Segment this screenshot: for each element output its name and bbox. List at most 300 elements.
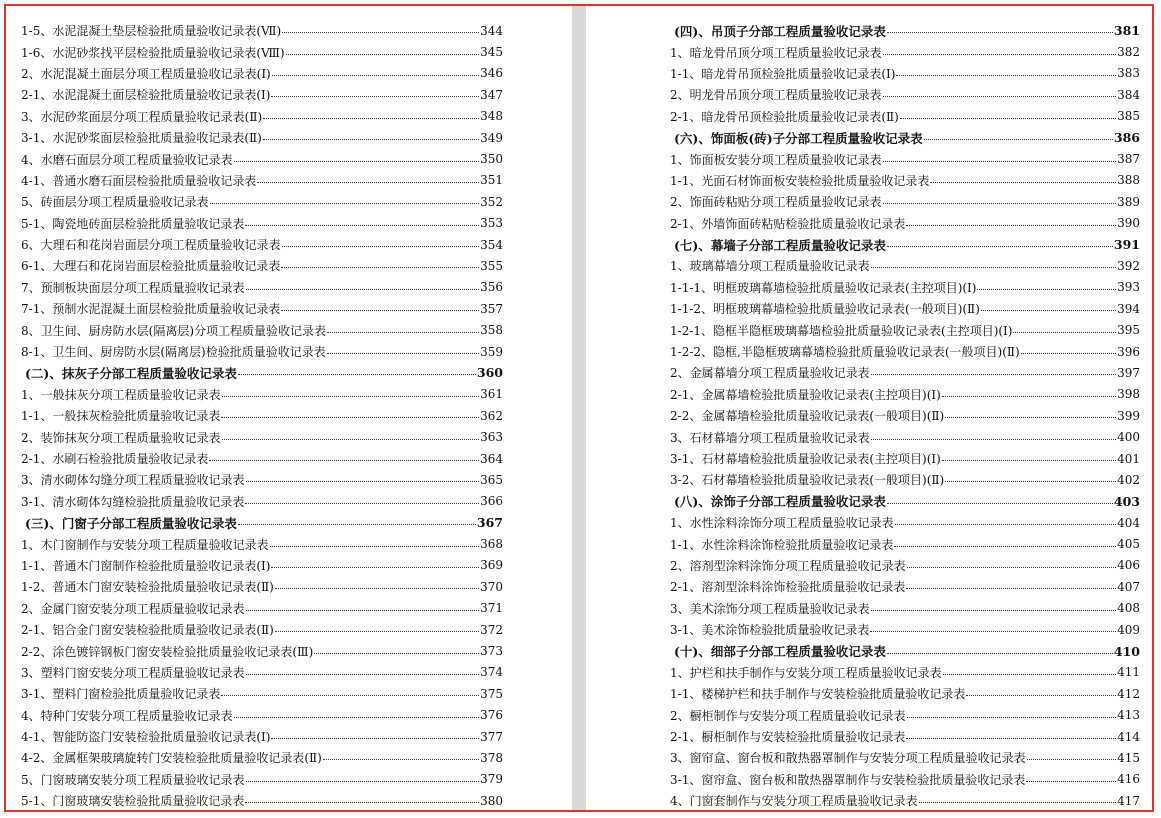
toc-leader-dots bbox=[282, 32, 479, 33]
toc-page-number: 377 bbox=[480, 729, 503, 744]
toc-page-number: 347 bbox=[480, 87, 503, 102]
toc-page-number: 406 bbox=[1117, 558, 1140, 573]
toc-entry-title: 8、卫生间、厨房防水层(隔离层)分项工程质量验收记录表 bbox=[21, 323, 327, 338]
toc-page-number: 355 bbox=[480, 258, 503, 273]
toc-entry[interactable] bbox=[670, 106, 1140, 127]
toc-entry-title: (三)、门窗子分部工程质量验收记录表 bbox=[25, 515, 237, 531]
toc-entry-title: 2、金属幕墙分项工程质量验收记录表 bbox=[670, 366, 870, 381]
toc-entry[interactable] bbox=[670, 319, 1140, 340]
toc-entry[interactable] bbox=[670, 533, 1140, 554]
toc-entry[interactable] bbox=[21, 576, 503, 597]
toc-entry[interactable] bbox=[670, 747, 1140, 768]
toc-leader-dots bbox=[871, 267, 1116, 268]
toc-leader-dots bbox=[282, 246, 479, 247]
toc-entry-title: (十)、细部子分部工程质量验收记录表 bbox=[674, 644, 886, 660]
toc-entry-title: 4-1、智能防盗门安装检验批质量验收记录表(Ⅰ) bbox=[21, 730, 271, 745]
toc-entry-title: 1、一般抹灰分项工程质量验收记录表 bbox=[21, 387, 221, 402]
toc-entry-title: 2、明龙骨吊顶分项工程质量验收记录表 bbox=[670, 88, 882, 103]
toc-entry[interactable] bbox=[670, 298, 1140, 319]
toc-entry[interactable] bbox=[21, 63, 503, 84]
toc-entry-title: (七)、幕墙子分部工程质量验收记录表 bbox=[674, 237, 886, 253]
toc-leader-dots bbox=[924, 139, 1113, 140]
toc-entry-title: 2-2、涂色镀锌钢板门窗安装检验批质量验收记录表(Ⅲ) bbox=[21, 644, 314, 659]
toc-leader-dots bbox=[323, 759, 479, 760]
toc-entry[interactable] bbox=[21, 790, 503, 811]
toc-page-number: 399 bbox=[1117, 408, 1140, 423]
toc-section-heading[interactable] bbox=[21, 512, 503, 533]
toc-leader-dots bbox=[907, 717, 1116, 718]
toc-entry-title: 2、金属门窗安装分项工程质量验收记录表 bbox=[21, 601, 245, 616]
toc-entry-title: 5、砖面层分项工程质量验收记录表 bbox=[21, 195, 209, 210]
toc-leader-dots bbox=[1021, 353, 1116, 354]
toc-entry-title: 1-1-1、明框玻璃幕墙检验批质量验收记录表(主控项目)(Ⅰ) bbox=[670, 280, 977, 295]
toc-entry-title: 3-1、美术涂饰检验批质量验收记录表 bbox=[670, 623, 870, 638]
toc-leader-dots bbox=[894, 546, 1116, 547]
toc-leader-dots bbox=[221, 695, 479, 696]
toc-page-number: 378 bbox=[480, 750, 503, 765]
toc-leader-dots bbox=[887, 653, 1113, 654]
toc-leader-dots bbox=[942, 460, 1116, 461]
toc-entry-title: 5、门窗玻璃安装分项工程质量验收记录表 bbox=[21, 772, 245, 787]
toc-leader-dots bbox=[257, 182, 479, 183]
toc-page-number: 394 bbox=[1117, 301, 1140, 316]
toc-page-number: 409 bbox=[1117, 622, 1140, 637]
toc-leader-dots bbox=[871, 374, 1116, 375]
toc-entry[interactable] bbox=[670, 426, 1140, 447]
toc-entry[interactable] bbox=[670, 726, 1140, 747]
toc-entry-title: 4-2、金属框架玻璃旋转门安装检验批质量验收记录表(Ⅱ) bbox=[21, 751, 322, 766]
toc-leader-dots bbox=[281, 267, 479, 268]
toc-page-number: 367 bbox=[476, 515, 503, 531]
toc-entry-title: 7、预制板块面层分项工程质量验收记录表 bbox=[21, 280, 245, 295]
toc-entry[interactable] bbox=[21, 319, 503, 340]
toc-leader-dots bbox=[275, 588, 479, 589]
toc-entry[interactable] bbox=[21, 769, 503, 790]
toc-leader-dots bbox=[234, 717, 479, 718]
toc-entry[interactable] bbox=[21, 298, 503, 319]
toc-entry[interactable] bbox=[21, 662, 503, 683]
toc-entry[interactable] bbox=[670, 512, 1140, 533]
toc-leader-dots bbox=[222, 396, 479, 397]
toc-entry[interactable] bbox=[670, 705, 1140, 726]
toc-leader-dots bbox=[238, 524, 476, 525]
toc-leader-dots bbox=[1013, 332, 1116, 333]
toc-page-number: 370 bbox=[480, 579, 503, 594]
toc-leader-dots bbox=[871, 439, 1116, 440]
toc-entry-title: 1-1、暗龙骨吊顶检验批质量验收记录表(Ⅰ) bbox=[670, 66, 896, 81]
toc-page-number: 353 bbox=[480, 216, 503, 231]
toc-entry-title: 3、清水砌体勾缝分项工程质量验收记录表 bbox=[21, 473, 245, 488]
toc-leader-dots bbox=[246, 289, 479, 290]
toc-entry[interactable] bbox=[21, 426, 503, 447]
toc-page-left bbox=[6, 6, 572, 810]
toc-entry-title: 2-1、溶剂型涂料涂饰检验批质量验收记录表 bbox=[670, 580, 906, 595]
toc-entry[interactable] bbox=[670, 662, 1140, 683]
toc-entry[interactable] bbox=[670, 790, 1140, 811]
toc-entry[interactable] bbox=[670, 362, 1140, 383]
toc-page-number: 405 bbox=[1117, 537, 1140, 552]
toc-page-number: 379 bbox=[480, 772, 503, 787]
toc-leader-dots bbox=[245, 503, 479, 504]
toc-page-number: 408 bbox=[1117, 601, 1140, 616]
toc-entry[interactable] bbox=[670, 448, 1140, 469]
toc-entry-title: 8-1、卫生间、厨房防水层(隔离层)检验批质量验收记录表 bbox=[21, 345, 326, 360]
toc-entry-title: 1-2-2、隐框,半隐框玻璃幕墙检验批质量验收记录表(一般项目)(Ⅱ) bbox=[670, 345, 1020, 360]
toc-entry[interactable] bbox=[21, 84, 503, 105]
toc-page-number: 344 bbox=[480, 23, 503, 38]
toc-entry-title: 1、饰面板安装分项工程质量验收记录表 bbox=[670, 152, 882, 167]
toc-entry[interactable] bbox=[670, 84, 1140, 105]
toc-page-number: 364 bbox=[480, 451, 503, 466]
toc-leader-dots bbox=[245, 225, 479, 226]
toc-entry[interactable] bbox=[21, 705, 503, 726]
toc-page-number: 362 bbox=[480, 408, 503, 423]
toc-page-number: 374 bbox=[480, 665, 503, 680]
toc-entry-title: 1、护栏和扶手制作与安装分项工程质量验收记录表 bbox=[670, 665, 942, 680]
toc-leader-dots bbox=[275, 631, 479, 632]
toc-entry-title: 3-1、窗帘盒、窗台板和散热器罩制作与安装检验批质量验收记录表 bbox=[670, 772, 1026, 787]
toc-entry[interactable] bbox=[670, 148, 1140, 169]
toc-entry[interactable] bbox=[21, 598, 503, 619]
toc-page-number: 366 bbox=[480, 494, 503, 509]
toc-page-number: 400 bbox=[1117, 430, 1140, 445]
toc-leader-dots bbox=[271, 96, 479, 97]
toc-leader-dots bbox=[943, 674, 1116, 675]
toc-leader-dots bbox=[1026, 781, 1116, 782]
toc-leader-dots bbox=[314, 653, 479, 654]
toc-leader-dots bbox=[263, 139, 479, 140]
toc-entry-title: 4-1、普通水磨石面层检验批质量验收记录表 bbox=[21, 173, 257, 188]
toc-leader-dots bbox=[883, 203, 1116, 204]
toc-entry[interactable] bbox=[670, 170, 1140, 191]
toc-page-number: 358 bbox=[480, 323, 503, 338]
toc-entry[interactable] bbox=[21, 106, 503, 127]
toc-section-heading[interactable] bbox=[670, 234, 1140, 255]
toc-entry-title: 1、暗龙骨吊顶分项工程质量验收记录表 bbox=[670, 45, 882, 60]
toc-entry-title: 2-1、外墙饰面砖粘贴检验批质量验收记录表 bbox=[670, 216, 906, 231]
toc-entry-title: 2-1、水刷石检验批质量验收记录表 bbox=[21, 452, 209, 466]
toc-page-number: 376 bbox=[480, 708, 503, 723]
toc-entry[interactable] bbox=[670, 255, 1140, 276]
toc-entry[interactable] bbox=[670, 63, 1140, 84]
toc-entry[interactable] bbox=[21, 341, 503, 362]
toc-entry[interactable] bbox=[670, 683, 1140, 704]
toc-entry[interactable] bbox=[670, 213, 1140, 234]
toc-entry[interactable] bbox=[21, 555, 503, 576]
toc-leader-dots bbox=[238, 374, 476, 375]
toc-page-number: 354 bbox=[480, 237, 503, 252]
toc-entry-title: 1-5、水泥混凝土垫层检验批质量验收记录表(Ⅶ) bbox=[21, 24, 282, 39]
toc-page-number: 395 bbox=[1117, 323, 1140, 338]
toc-page-number: 387 bbox=[1117, 152, 1140, 167]
toc-page-number: 346 bbox=[480, 66, 503, 81]
toc-leader-dots bbox=[246, 610, 479, 611]
toc-entry[interactable] bbox=[670, 405, 1140, 426]
toc-entry-title: 1-2-1、隐框半隐框玻璃幕墙检验批质量验收记录表(主控项目)(Ⅰ) bbox=[670, 323, 1013, 338]
toc-leader-dots bbox=[281, 310, 479, 311]
toc-page-number: 368 bbox=[480, 537, 503, 552]
toc-page-number: 411 bbox=[1117, 665, 1140, 680]
toc-entry[interactable] bbox=[21, 234, 503, 255]
toc-leader-dots bbox=[263, 118, 479, 119]
toc-leader-dots bbox=[246, 781, 479, 782]
toc-page-number: 356 bbox=[480, 280, 503, 295]
toc-leader-dots bbox=[942, 396, 1116, 397]
toc-list-left bbox=[21, 20, 503, 811]
toc-entry[interactable] bbox=[21, 747, 503, 768]
toc-page-right bbox=[586, 6, 1152, 810]
toc-page-number: 373 bbox=[480, 644, 503, 659]
toc-entry[interactable] bbox=[21, 213, 503, 234]
toc-entry-title: 3-1、塑料门窗检验批质量验收记录表 bbox=[21, 687, 221, 702]
toc-entry[interactable] bbox=[21, 127, 503, 148]
page-gutter bbox=[572, 6, 586, 810]
toc-entry[interactable] bbox=[670, 277, 1140, 298]
toc-leader-dots bbox=[870, 631, 1116, 632]
toc-entry[interactable] bbox=[21, 20, 503, 41]
toc-entry-title: (四)、吊顶子分部工程质量验收记录表 bbox=[674, 23, 886, 39]
toc-entry-title: 6、大理石和花岗岩面层分项工程质量验收记录表 bbox=[21, 238, 281, 253]
toc-entry[interactable] bbox=[670, 576, 1140, 597]
toc-page-number: 380 bbox=[480, 793, 503, 808]
toc-list-right bbox=[670, 20, 1140, 811]
toc-entry-title: (八)、涂饰子分部工程质量验收记录表 bbox=[674, 494, 886, 510]
toc-page-number: 397 bbox=[1117, 365, 1140, 380]
toc-page-number: 414 bbox=[1117, 729, 1140, 744]
toc-entry-title: 3-1、水泥砂浆面层检验批质量验收记录表(Ⅱ) bbox=[21, 131, 262, 146]
toc-page-number: 348 bbox=[480, 109, 503, 124]
toc-page-number: 369 bbox=[480, 558, 503, 573]
toc-entry-title: 1、木门窗制作与安装分项工程质量验收记录表 bbox=[21, 537, 269, 552]
toc-leader-dots bbox=[209, 460, 479, 461]
toc-leader-dots bbox=[210, 203, 479, 204]
toc-entry-title: 1-1、楼梯护栏和扶手制作与安装检验批质量验收记录表 bbox=[670, 687, 966, 702]
toc-page-number: 388 bbox=[1117, 173, 1140, 188]
toc-entry-title: 1-1、水性涂料涂饰检验批质量验收记录表 bbox=[670, 537, 894, 552]
toc-entry[interactable] bbox=[21, 533, 503, 554]
toc-entry-title: 2-1、水泥混凝土面层检验批质量验收记录表(Ⅰ) bbox=[21, 88, 271, 103]
toc-leader-dots bbox=[222, 439, 479, 440]
toc-page-number: 396 bbox=[1117, 344, 1140, 359]
toc-page-number: 371 bbox=[480, 601, 503, 616]
toc-page-number: 384 bbox=[1117, 87, 1140, 102]
toc-leader-dots bbox=[883, 54, 1116, 55]
toc-page-number: 345 bbox=[480, 45, 503, 60]
toc-section-heading[interactable] bbox=[670, 20, 1140, 41]
toc-entry[interactable] bbox=[21, 255, 503, 276]
toc-page-number: 361 bbox=[480, 387, 503, 402]
toc-leader-dots bbox=[246, 481, 479, 482]
toc-entry[interactable] bbox=[21, 683, 503, 704]
toc-entry-title: 4、水磨石面层分项工程质量验收记录表 bbox=[21, 152, 233, 167]
toc-leader-dots bbox=[887, 503, 1113, 504]
toc-page-number: 393 bbox=[1117, 280, 1140, 295]
toc-entry[interactable] bbox=[21, 726, 503, 747]
toc-entry[interactable] bbox=[21, 491, 503, 512]
toc-page-number: 398 bbox=[1117, 387, 1140, 402]
toc-entry-title: 3、塑料门窗安装分项工程质量验收记录表 bbox=[21, 665, 245, 680]
toc-entry-title: 2、橱柜制作与安装分项工程质量验收记录表 bbox=[670, 708, 906, 723]
toc-page-number: 417 bbox=[1117, 793, 1140, 808]
toc-entry-title: 7-1、预制水泥混凝土面层检验批质量验收记录表 bbox=[21, 302, 281, 317]
toc-entry-title: 2-2、金属幕墙检验批质量验收记录表(一般项目)(Ⅱ) bbox=[670, 409, 945, 424]
toc-page-number: 349 bbox=[480, 130, 503, 145]
toc-entry-title: 2、溶剂型涂料涂饰分项工程质量验收记录表 bbox=[670, 558, 906, 573]
toc-page-number: 381 bbox=[1113, 23, 1140, 39]
toc-leader-dots bbox=[327, 332, 479, 333]
toc-page-number: 357 bbox=[480, 301, 503, 316]
toc-page-number: 404 bbox=[1117, 515, 1140, 530]
toc-page-number: 410 bbox=[1113, 643, 1140, 659]
toc-leader-dots bbox=[895, 524, 1116, 525]
toc-entry-title: 1-6、水泥砂浆找平层检验批质量验收记录表(Ⅷ) bbox=[21, 45, 285, 60]
toc-leader-dots bbox=[945, 417, 1116, 418]
toc-leader-dots bbox=[871, 610, 1116, 611]
toc-entry[interactable] bbox=[21, 619, 503, 640]
toc-entry[interactable] bbox=[670, 41, 1140, 62]
toc-entry-title: 4、特种门安装分项工程质量验收记录表 bbox=[21, 708, 233, 723]
toc-page-number: 390 bbox=[1117, 216, 1140, 231]
toc-entry-title: 3-2、石材幕墙检验批质量验收记录表(一般项目)(Ⅱ) bbox=[670, 473, 945, 488]
toc-page-number: 412 bbox=[1117, 686, 1140, 701]
toc-entry[interactable] bbox=[21, 148, 503, 169]
toc-entry[interactable] bbox=[21, 41, 503, 62]
toc-page-number: 402 bbox=[1117, 472, 1140, 487]
toc-entry[interactable] bbox=[670, 384, 1140, 405]
toc-leader-dots bbox=[887, 246, 1113, 247]
toc-page-number: 385 bbox=[1117, 109, 1140, 124]
toc-entry[interactable] bbox=[670, 619, 1140, 640]
toc-page-number: 360 bbox=[476, 365, 503, 381]
toc-page-number: 391 bbox=[1113, 237, 1140, 253]
toc-entry-title: 4、门窗套制作与安装分项工程质量验收记录表 bbox=[670, 794, 918, 809]
toc-leader-dots bbox=[981, 310, 1116, 311]
toc-entry-title: 6-1、大理石和花岗岩面层检验批质量验收记录表 bbox=[21, 259, 281, 274]
toc-entry[interactable] bbox=[21, 640, 503, 661]
toc-page-number: 350 bbox=[480, 152, 503, 167]
toc-page-number: 351 bbox=[480, 173, 503, 188]
toc-entry-title: 2、饰面砖粘贴分项工程质量验收记录表 bbox=[670, 195, 882, 210]
toc-entry[interactable] bbox=[21, 277, 503, 298]
toc-entry-title: 3、窗帘盒、窗台板和散热器罩制作与安装分项工程质量验收记录表 bbox=[670, 751, 1026, 766]
toc-leader-dots bbox=[234, 161, 479, 162]
toc-leader-dots bbox=[270, 546, 479, 547]
toc-page-number: 415 bbox=[1117, 750, 1140, 765]
toc-entry[interactable] bbox=[670, 555, 1140, 576]
toc-leader-dots bbox=[246, 674, 479, 675]
toc-entry[interactable] bbox=[21, 469, 503, 490]
toc-entry-title: 2、水泥混凝土面层分项工程质量验收记录表(Ⅰ) bbox=[21, 66, 271, 81]
toc-entry[interactable] bbox=[21, 384, 503, 405]
toc-entry-title: 1、玻璃幕墙分项工程质量验收记录表 bbox=[670, 259, 870, 274]
toc-leader-dots bbox=[906, 225, 1116, 226]
toc-entry-title: (二)、抹灰子分部工程质量验收记录表 bbox=[25, 365, 237, 381]
toc-entry[interactable] bbox=[670, 598, 1140, 619]
toc-entry-title: 3-1、清水砌体勾缝检验批质量验收记录表 bbox=[21, 494, 245, 509]
toc-leader-dots bbox=[896, 75, 1116, 76]
toc-section-heading[interactable] bbox=[21, 362, 503, 383]
toc-entry-title: (六)、饰面板(砖)子分部工程质量验收记录表 bbox=[674, 130, 923, 146]
toc-page-number: 365 bbox=[480, 472, 503, 487]
toc-leader-dots bbox=[977, 289, 1116, 290]
toc-leader-dots bbox=[286, 54, 480, 55]
toc-page-number: 389 bbox=[1117, 194, 1140, 209]
toc-page-number: 372 bbox=[480, 622, 503, 637]
toc-leader-dots bbox=[930, 182, 1116, 183]
toc-leader-dots bbox=[271, 738, 479, 739]
toc-entry[interactable] bbox=[21, 448, 503, 469]
toc-entry-title: 3、美术涂饰分项工程质量验收记录表 bbox=[670, 601, 870, 616]
toc-entry-title: 1-1、光面石材饰面板安装检验批质量验收记录表 bbox=[670, 173, 930, 188]
toc-page-number: 386 bbox=[1113, 130, 1140, 146]
toc-leader-dots bbox=[945, 481, 1116, 482]
toc-entry-title: 1-1、普通木门窗制作检验批质量验收记录表(Ⅰ) bbox=[21, 558, 271, 573]
toc-entry-title: 2-1、橱柜制作与安装检验批质量验收记录表 bbox=[670, 730, 906, 745]
toc-leader-dots bbox=[906, 738, 1116, 739]
toc-entry[interactable] bbox=[21, 191, 503, 212]
toc-entry[interactable] bbox=[670, 469, 1140, 490]
toc-page-number: 401 bbox=[1117, 451, 1140, 466]
toc-leader-dots bbox=[327, 353, 479, 354]
toc-section-heading[interactable] bbox=[670, 127, 1140, 148]
toc-leader-dots bbox=[883, 161, 1116, 162]
toc-entry-title: 1-1、一般抹灰检验批质量验收记录表 bbox=[21, 409, 221, 424]
toc-page-number: 416 bbox=[1117, 772, 1140, 787]
toc-page-number: 352 bbox=[480, 194, 503, 209]
toc-leader-dots bbox=[906, 588, 1116, 589]
toc-page-number: 383 bbox=[1117, 66, 1140, 81]
toc-leader-dots bbox=[887, 32, 1113, 33]
toc-entry[interactable] bbox=[21, 170, 503, 191]
toc-entry[interactable] bbox=[670, 769, 1140, 790]
toc-entry[interactable] bbox=[670, 341, 1140, 362]
toc-leader-dots bbox=[966, 695, 1116, 696]
toc-entry-title: 2-1、金属幕墙检验批质量验收记录表(主控项目)(Ⅰ) bbox=[670, 387, 941, 402]
toc-entry-title: 2、装饰抹灰分项工程质量验收记录表 bbox=[21, 430, 221, 445]
toc-leader-dots bbox=[272, 75, 479, 76]
toc-leader-dots bbox=[221, 417, 479, 418]
toc-section-heading[interactable] bbox=[670, 491, 1140, 512]
toc-leader-dots bbox=[271, 567, 479, 568]
toc-page-number: 392 bbox=[1117, 258, 1140, 273]
toc-entry-title: 1-2、普通木门窗安装检验批质量验收记录表(Ⅱ) bbox=[21, 580, 274, 595]
toc-entry-title: 1、水性涂料涂饰分项工程质量验收记录表 bbox=[670, 516, 894, 531]
toc-leader-dots bbox=[900, 118, 1116, 119]
toc-entry-title: 2-1、暗龙骨吊顶检验批质量验收记录表(Ⅱ) bbox=[670, 109, 899, 124]
toc-entry-title: 5-1、门窗玻璃安装检验批质量验收记录表 bbox=[21, 794, 245, 809]
toc-entry-title: 5-1、陶瓷地砖面层检验批质量验收记录表 bbox=[21, 216, 245, 231]
toc-entry-title: 3-1、石材幕墙检验批质量验收记录表(主控项目)(Ⅰ) bbox=[670, 452, 941, 466]
toc-entry[interactable] bbox=[21, 405, 503, 426]
toc-entry-title: 3、水泥砂浆面层分项工程质量验收记录表(Ⅱ) bbox=[21, 109, 263, 124]
toc-leader-dots bbox=[883, 96, 1116, 97]
toc-entry-title: 3、石材幕墙分项工程质量验收记录表 bbox=[670, 430, 870, 445]
toc-leader-dots bbox=[1027, 759, 1116, 760]
toc-entry[interactable] bbox=[670, 191, 1140, 212]
toc-entry-title: 1-1-2、明框玻璃幕墙检验批质量验收记录表(一般项目)(Ⅱ) bbox=[670, 302, 980, 317]
toc-leader-dots bbox=[919, 802, 1116, 803]
toc-page-number: 375 bbox=[480, 686, 503, 701]
toc-leader-dots bbox=[907, 567, 1116, 568]
toc-page-number: 407 bbox=[1117, 579, 1140, 594]
toc-page-number: 363 bbox=[480, 430, 503, 445]
toc-leader-dots bbox=[245, 802, 479, 803]
toc-entry-title: 2-1、铝合金门窗安装检验批质量验收记录表(Ⅱ) bbox=[21, 623, 274, 638]
toc-page-number: 359 bbox=[480, 344, 503, 359]
toc-page-number: 413 bbox=[1117, 708, 1140, 723]
toc-page-number: 382 bbox=[1117, 45, 1140, 60]
toc-section-heading[interactable] bbox=[670, 640, 1140, 661]
